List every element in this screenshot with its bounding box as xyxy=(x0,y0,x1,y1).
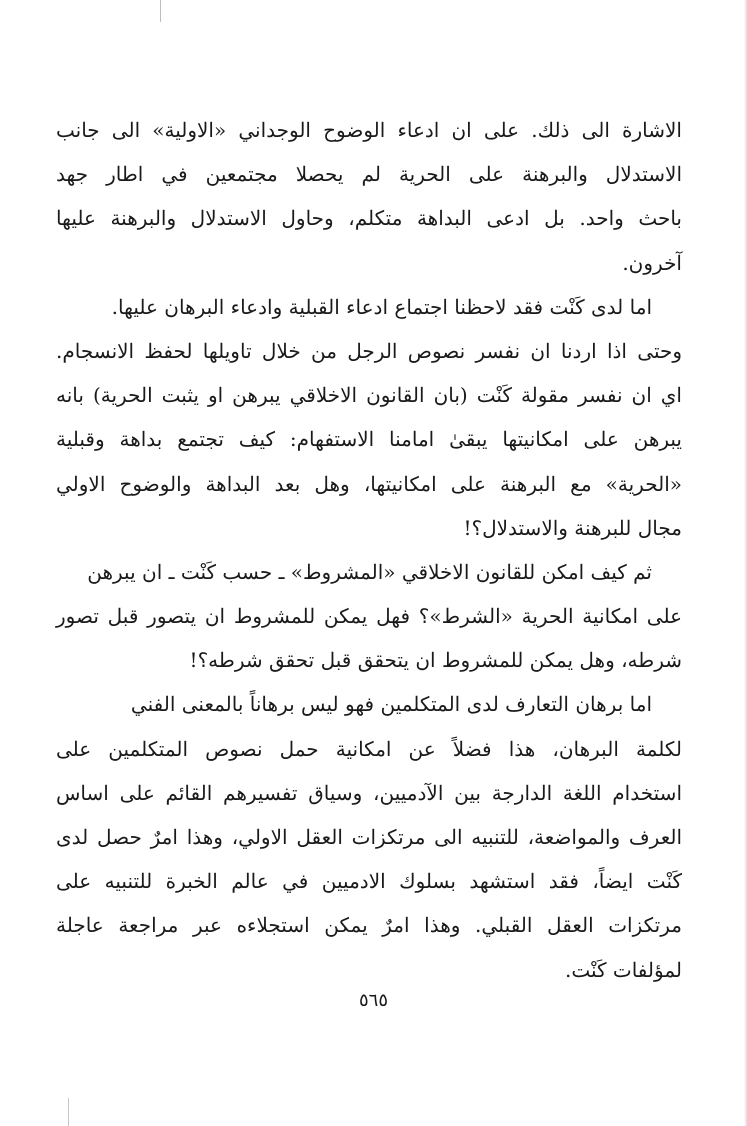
paragraph xyxy=(56,285,682,329)
text-line: لكلمة البرهان، هذا فضلاً عن امكانية حمل نصوص المتكلمين على xyxy=(56,736,682,761)
text-line: اما برهان التعارف لدى المتكلمين فهو ليس برهاناً بالمعنى الفني xyxy=(130,692,652,717)
text-line: كَنْت ايضاً، فقد استشهد بسلوك الادميين في عالم الخبرة للتنبيه على xyxy=(56,869,682,894)
page-number: ٥٦٥ xyxy=(358,990,388,1011)
text-line: استخدام اللغة الدارجة بين الآدميين، وسياق تفسيرهم القائم على اساس xyxy=(56,780,682,805)
text-line: باحث واحد. بل ادعى البداهة متكلم، وحاول الاستدلال والبرهنة عليها xyxy=(56,206,682,231)
paragraph xyxy=(56,329,682,550)
paragraph xyxy=(56,550,682,683)
paragraph xyxy=(56,682,682,991)
text-line: العرف والمواضعة، للتنبيه الى مرتكزات العقل الاولي، وهذا امرٌ حصل لدى xyxy=(56,825,682,849)
text-line: شرطه، وهل يمكن للمشروط ان يتحقق قبل تحقق شرطه؟! xyxy=(189,648,682,673)
text-line: «الحرية» مع البرهنة على امكانيتها، وهل بعد البداهة والوضوح الاولي xyxy=(56,471,682,496)
text-line: اما لدى كَنْت فقد لاحظنا اجتماع ادعاء القبلية وادعاء البرهان عليها. xyxy=(111,294,652,319)
text-line: مجال للبرهنة والاستدلال؟! xyxy=(463,515,682,540)
text-line: على امكانية الحرية «الشرط»؟ فهل يمكن للمشروط ان يتصور قبل تصور xyxy=(56,604,682,629)
text-line: يبرهن على امكانيتها يبقىٰ امامنا الاستفهام: كيف تجتمع بداهة وقبلية xyxy=(56,427,683,452)
text-line: آخرون. xyxy=(622,250,682,275)
scan-mark-top xyxy=(160,0,161,22)
text-line: الاشارة الى ذلك. على ان ادعاء الوضوح الوجداني «الاولية» الى جانب xyxy=(56,118,682,142)
text-line: لمؤلفات كَنْت. xyxy=(564,957,682,982)
text-line: وحتى اذا اردنا ان نفسر نصوص الرجل من خلال تاويلها لحفظ الانسجام. xyxy=(56,338,682,363)
scan-mark-bottom xyxy=(68,1098,69,1126)
text-line: مرتكزات العقل القبلي. وهذا امرٌ يمكن استجلاءه عبر مراجعة عاجلة xyxy=(56,913,682,938)
text-line: الاستدلال والبرهنة على الحرية لم يحصلا مجتمعين في اطار جهد xyxy=(56,162,682,187)
text-line: ثم كيف امكن للقانون الاخلاقي «المشروط» ـ حسب كَنْت ـ ان يبرهن xyxy=(87,559,652,584)
body-text xyxy=(56,108,682,992)
paragraph xyxy=(56,108,682,285)
text-line: اي ان نفسر مقولة كَنْت (بان القانون الاخلاقي يبرهن او يثبت الحرية) بانه xyxy=(56,383,682,408)
